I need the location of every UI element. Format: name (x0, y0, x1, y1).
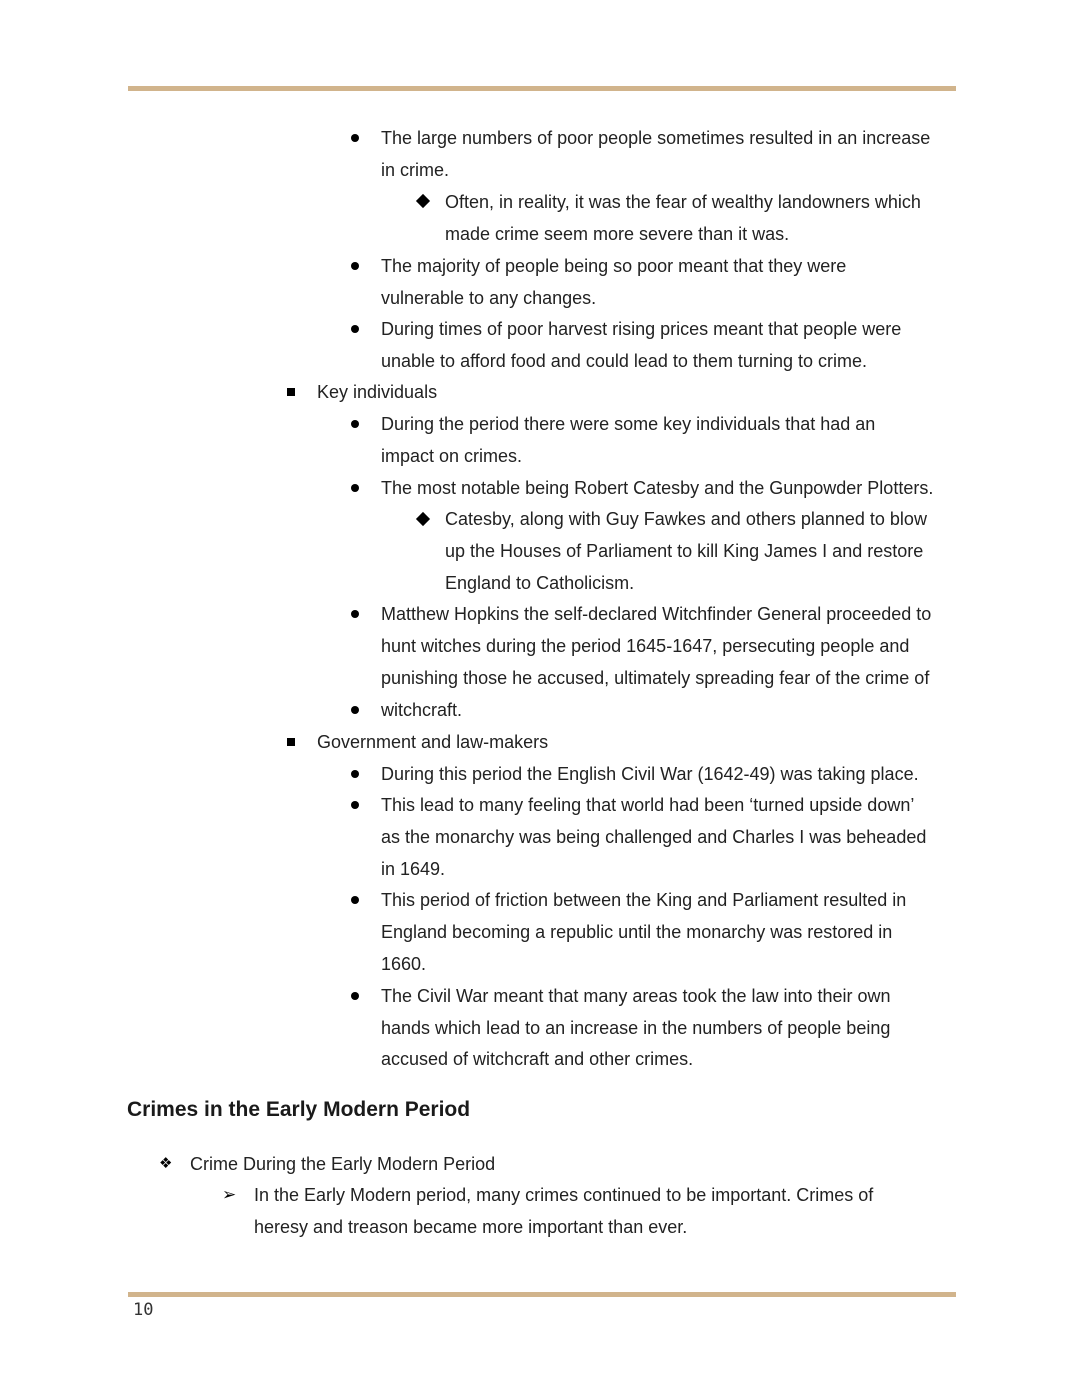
text-line: The most notable being Robert Catesby and the Gunpowder Plotters. (381, 478, 934, 498)
page-number: 10 (133, 1300, 154, 1320)
government-heading: Government and law-makers (317, 732, 549, 752)
text-line: 1660. (381, 954, 427, 974)
text-line: England becoming a republic until the monarchy was restored in (381, 922, 893, 942)
text-line: During this period the English Civil War (1642-49) was taking place. (381, 764, 919, 784)
text-line: in crime. (381, 160, 450, 180)
bullet-square (287, 738, 295, 746)
text-line: hands which lead to an increase in the numbers of people being (381, 1018, 891, 1038)
text-line: as the monarchy was being challenged and Charles I was beheaded (381, 827, 927, 847)
text-line: hunt witches during the period 1645-1647, persecuting people and (381, 636, 910, 656)
diamond-cluster-icon: ❖ (159, 1155, 173, 1172)
text-line: This period of friction between the King and Parliament resulted in (381, 890, 907, 910)
text-line: punishing those he accused, ultimately spreading fear of the crime of (381, 668, 930, 688)
text-line: The large numbers of poor people sometimes resulted in an increase (381, 128, 931, 148)
key-individuals-heading: Key individuals (317, 382, 438, 402)
bottom-rule (128, 1292, 956, 1297)
section-heading: Crimes in the Early Modern Period (127, 1098, 471, 1121)
text-line: unable to afford food and could lead to them turning to crime. (381, 351, 867, 371)
text-line: heresy and treason became more important than ever. (254, 1217, 688, 1237)
bullet-dot (351, 420, 359, 428)
bullet-dot (351, 610, 359, 618)
text-line: in 1649. (381, 859, 446, 879)
text-line: Often, in reality, it was the fear of wealthy landowners which (445, 192, 921, 212)
crime-subheading: Crime During the Early Modern Period (190, 1154, 496, 1174)
text-line: This lead to many feeling that world had been ‘turned upside down’ (381, 795, 915, 815)
bullet-diamond (416, 194, 430, 208)
text-line: During times of poor harvest rising prices meant that people were (381, 319, 902, 339)
bullet-dot (351, 801, 359, 809)
text-line: The majority of people being so poor meant that they were (381, 256, 847, 276)
bullet-dot (351, 484, 359, 492)
bullet-diamond (416, 512, 430, 526)
bullet-dot (351, 706, 359, 714)
bullet-dot (351, 325, 359, 333)
text-line: vulnerable to any changes. (381, 288, 597, 308)
text-line: The Civil War meant that many areas took the law into their own (381, 986, 891, 1006)
text-line: accused of witchcraft and other crimes. (381, 1049, 694, 1069)
bullet-square (287, 388, 295, 396)
top-rule (128, 86, 956, 91)
bullet-dot (351, 896, 359, 904)
bullet-dot (351, 262, 359, 270)
text-line: witchcraft. (381, 700, 463, 720)
text-line: impact on crimes. (381, 446, 523, 466)
text-line: In the Early Modern period, many crimes continued to be important. Crimes of (254, 1185, 874, 1205)
text-line: Matthew Hopkins the self-declared Witchfinder General proceeded to (381, 604, 932, 624)
text-line: During the period there were some key individuals that had an (381, 414, 876, 434)
text-line: made crime seem more severe than it was. (445, 224, 790, 244)
text-line: up the Houses of Parliament to kill King James I and restore (445, 541, 924, 561)
bullet-dot (351, 134, 359, 142)
bullet-dot (351, 992, 359, 1000)
text-line: Catesby, along with Guy Fawkes and others planned to blow (445, 509, 927, 529)
bullet-dot (351, 770, 359, 778)
text-line: England to Catholicism. (445, 573, 635, 593)
arrow-icon: ➢ (222, 1185, 237, 1204)
